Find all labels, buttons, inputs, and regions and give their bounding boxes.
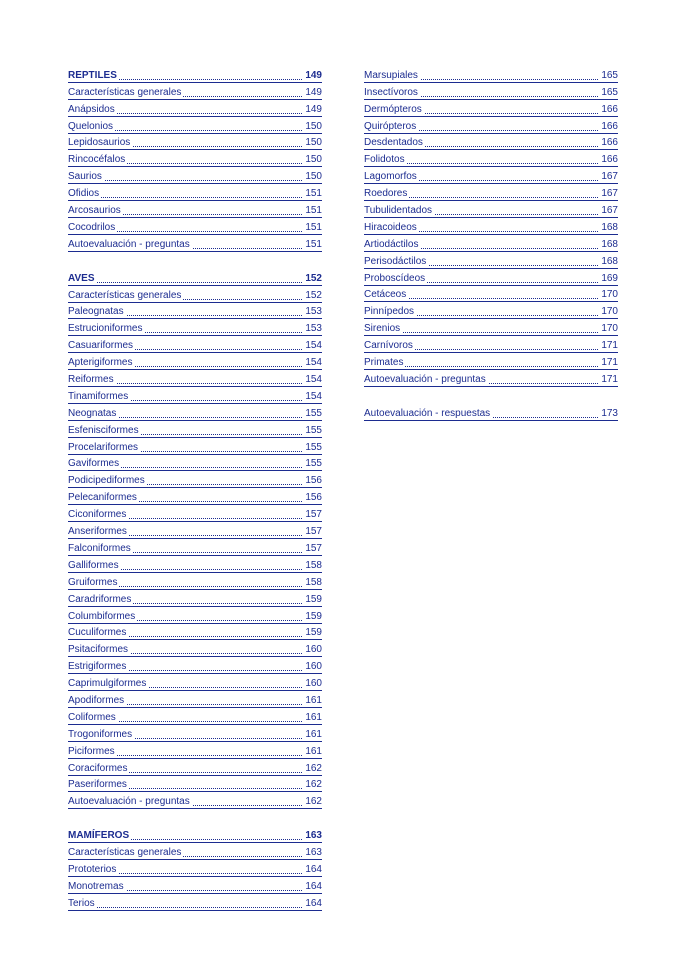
toc-entry-label: Casuariformes bbox=[68, 340, 134, 352]
toc-entry-label: Dermópteros bbox=[364, 103, 422, 115]
toc-entry-page: 167 bbox=[601, 205, 618, 217]
toc-entry-label: Pelecaniformes bbox=[68, 492, 137, 504]
toc-entry-label: Ciconiformes bbox=[68, 509, 127, 521]
toc-entry-label: Monotremas bbox=[68, 880, 124, 892]
toc-entry[interactable] bbox=[68, 100, 322, 117]
toc-entry-label: Tinamiformes bbox=[68, 390, 129, 402]
toc-entry[interactable] bbox=[68, 691, 322, 708]
toc-entry[interactable] bbox=[68, 590, 322, 607]
section-gap bbox=[364, 387, 618, 404]
toc-entry[interactable] bbox=[68, 455, 322, 472]
toc-entry-label: Paseriformes bbox=[68, 779, 127, 791]
toc-entry-page: 171 bbox=[601, 357, 618, 369]
toc-entry-label: Apterigiformes bbox=[68, 357, 133, 369]
toc-entry-page: 169 bbox=[601, 272, 618, 284]
dot-leader bbox=[68, 282, 322, 283]
toc-entry[interactable] bbox=[68, 286, 322, 303]
toc-entry-label: Neognatas bbox=[68, 407, 117, 419]
toc-entry[interactable] bbox=[68, 184, 322, 201]
toc-entry-page: 166 bbox=[601, 103, 618, 115]
toc-entry[interactable] bbox=[364, 83, 618, 100]
toc-entry-page: 163 bbox=[305, 847, 322, 859]
toc-entry-label: Saurios bbox=[68, 171, 102, 183]
toc-entry-label: Hiracoideos bbox=[364, 221, 417, 233]
toc-entry-page: 162 bbox=[305, 796, 322, 808]
toc-entry-label: MAMÍFEROS bbox=[68, 830, 130, 842]
toc-section-heading[interactable] bbox=[68, 66, 322, 83]
toc-entry-label: Desdentados bbox=[364, 137, 423, 149]
toc-entry-label: Características generales bbox=[68, 86, 182, 98]
toc-entry-page: 154 bbox=[305, 374, 322, 386]
toc-entry[interactable] bbox=[364, 252, 618, 269]
toc-entry-label: Autoevaluación - respuestas bbox=[364, 407, 491, 419]
toc-entry-label: Podicipediformes bbox=[68, 475, 145, 487]
toc-entry[interactable] bbox=[68, 708, 322, 725]
toc-entry[interactable] bbox=[68, 624, 322, 641]
toc-entry-label: REPTILES bbox=[68, 69, 117, 81]
toc-entry[interactable] bbox=[68, 235, 322, 252]
toc-entry[interactable] bbox=[68, 319, 322, 336]
toc-entry-label: Anápsidos bbox=[68, 103, 115, 115]
toc-entry[interactable] bbox=[364, 336, 618, 353]
dot-leader bbox=[68, 197, 322, 198]
toc-entry-page: 155 bbox=[305, 424, 322, 436]
dot-leader bbox=[68, 907, 322, 908]
toc-entry[interactable] bbox=[68, 404, 322, 421]
toc-entry[interactable] bbox=[68, 556, 322, 573]
toc-entry-page: 160 bbox=[305, 661, 322, 673]
toc-entry[interactable] bbox=[68, 218, 322, 235]
toc-entry-label: Pinnípedos bbox=[364, 306, 415, 318]
toc-entry-page: 166 bbox=[601, 120, 618, 132]
toc-entry-label: Cetáceos bbox=[364, 289, 407, 301]
toc-entry-label: Gaviformes bbox=[68, 458, 120, 470]
toc-entry[interactable] bbox=[68, 522, 322, 539]
toc-entry-label: Artiodáctilos bbox=[364, 238, 419, 250]
toc-entry[interactable] bbox=[68, 83, 322, 100]
toc-entry-page: 168 bbox=[601, 238, 618, 250]
toc-entry-page: 170 bbox=[601, 289, 618, 301]
toc-entry[interactable] bbox=[364, 134, 618, 151]
toc-entry-label: Cuculiformes bbox=[68, 627, 127, 639]
toc-entry-page: 157 bbox=[305, 509, 322, 521]
toc-right-column bbox=[364, 66, 618, 421]
toc-entry[interactable] bbox=[364, 167, 618, 184]
toc-entry-page: 157 bbox=[305, 542, 322, 554]
toc-entry[interactable] bbox=[68, 353, 322, 370]
toc-entry[interactable] bbox=[364, 370, 618, 387]
toc-entry[interactable] bbox=[364, 286, 618, 303]
toc-entry-label: Psitaciformes bbox=[68, 644, 129, 656]
toc-entry-page: 170 bbox=[601, 323, 618, 335]
toc-entry-page: 162 bbox=[305, 762, 322, 774]
toc-entry-page: 173 bbox=[601, 407, 618, 419]
toc-entry-label: Anseriformes bbox=[68, 526, 127, 538]
toc-entry-label: Marsupiales bbox=[364, 69, 418, 81]
toc-entry-page: 159 bbox=[305, 627, 322, 639]
toc-entry-page: 153 bbox=[305, 323, 322, 335]
toc-entry-page: 158 bbox=[305, 576, 322, 588]
toc-entry-page: 151 bbox=[305, 188, 322, 200]
toc-entry[interactable] bbox=[68, 674, 322, 691]
toc-entry-label: Procelariformes bbox=[68, 441, 139, 453]
toc-entry[interactable] bbox=[364, 269, 618, 286]
toc-entry[interactable] bbox=[68, 860, 322, 877]
toc-entry-label: Trogoniformes bbox=[68, 728, 133, 740]
toc-entry-page: 167 bbox=[601, 188, 618, 200]
toc-entry-page: 164 bbox=[305, 880, 322, 892]
toc-entry-label: Cocodrilos bbox=[68, 221, 116, 233]
toc-entry-page: 165 bbox=[601, 69, 618, 81]
toc-entry-label: Reiformes bbox=[68, 374, 114, 386]
toc-entry-label: Proboscídeos bbox=[364, 272, 426, 284]
toc-entry-label: Coraciformes bbox=[68, 762, 128, 774]
toc-entry[interactable] bbox=[68, 573, 322, 590]
toc-entry-page: 159 bbox=[305, 593, 322, 605]
toc-entry[interactable] bbox=[68, 640, 322, 657]
toc-entry-label: Autoevaluación - preguntas bbox=[364, 373, 486, 385]
toc-entry-label: Estrigiformes bbox=[68, 661, 127, 673]
toc-entry[interactable] bbox=[68, 370, 322, 387]
toc-entry-page: 155 bbox=[305, 441, 322, 453]
toc-entry-page: 159 bbox=[305, 610, 322, 622]
toc-entry-page: 156 bbox=[305, 475, 322, 487]
toc-entry-page: 161 bbox=[305, 745, 322, 757]
toc-entry-page: 149 bbox=[305, 86, 322, 98]
toc-entry[interactable] bbox=[68, 150, 322, 167]
toc-entry[interactable] bbox=[364, 150, 618, 167]
toc-entry-page: 155 bbox=[305, 458, 322, 470]
toc-entry-page: 160 bbox=[305, 678, 322, 690]
toc-entry-label: Galliformes bbox=[68, 559, 119, 571]
toc-entry[interactable] bbox=[68, 539, 322, 556]
toc-entry-page: 149 bbox=[305, 69, 322, 81]
toc-entry-label: Sirenios bbox=[364, 323, 401, 335]
toc-entry-page: 150 bbox=[305, 171, 322, 183]
toc-entry[interactable] bbox=[68, 657, 322, 674]
toc-entry[interactable] bbox=[364, 319, 618, 336]
toc-entry-page: 151 bbox=[305, 238, 322, 250]
toc-entry-label: Falconiformes bbox=[68, 542, 131, 554]
toc-entry[interactable] bbox=[68, 894, 322, 911]
toc-entry[interactable] bbox=[68, 438, 322, 455]
toc-entry-label: Terios bbox=[68, 897, 95, 909]
toc-entry-page: 161 bbox=[305, 728, 322, 740]
toc-entry-label: Apodiformes bbox=[68, 694, 125, 706]
toc-entry[interactable] bbox=[68, 336, 322, 353]
toc-entry[interactable] bbox=[68, 303, 322, 320]
toc-entry-label: Lagomorfos bbox=[364, 171, 417, 183]
toc-entry[interactable] bbox=[364, 184, 618, 201]
toc-entry-label: Primates bbox=[364, 357, 404, 369]
toc-entry[interactable] bbox=[364, 404, 618, 421]
toc-entry-page: 164 bbox=[305, 863, 322, 875]
toc-entry-page: 171 bbox=[601, 373, 618, 385]
toc-entry-page: 158 bbox=[305, 559, 322, 571]
toc-entry[interactable] bbox=[364, 218, 618, 235]
toc-entry-label: Insectívoros bbox=[364, 86, 418, 98]
toc-entry-label: Esfenisciformes bbox=[68, 424, 139, 436]
toc-entry[interactable] bbox=[68, 117, 322, 134]
toc-entry-page: 154 bbox=[305, 357, 322, 369]
toc-entry-label: Caradriformes bbox=[68, 593, 132, 605]
toc-entry-page: 161 bbox=[305, 694, 322, 706]
toc-entry-label: Caprimulgiformes bbox=[68, 678, 147, 690]
toc-entry[interactable] bbox=[68, 134, 322, 151]
toc-entry-page: 166 bbox=[601, 137, 618, 149]
toc-entry-page: 161 bbox=[305, 711, 322, 723]
toc-entry[interactable] bbox=[68, 877, 322, 894]
toc-entry-label: Ofidios bbox=[68, 188, 100, 200]
toc-entry-label: Folidotos bbox=[364, 154, 405, 166]
toc-entry-page: 163 bbox=[305, 830, 322, 842]
toc-entry-page: 152 bbox=[305, 272, 322, 284]
toc-entry[interactable] bbox=[68, 471, 322, 488]
toc-entry[interactable] bbox=[68, 387, 322, 404]
toc-entry-label: Estrucioniformes bbox=[68, 323, 143, 335]
toc-entry[interactable] bbox=[68, 776, 322, 793]
toc-entry-label: Prototerios bbox=[68, 863, 117, 875]
toc-entry-label: Piciformes bbox=[68, 745, 115, 757]
toc-entry[interactable] bbox=[364, 302, 618, 319]
toc-entry-label: Columbiformes bbox=[68, 610, 136, 622]
toc-entry-page: 165 bbox=[601, 86, 618, 98]
toc-entry-page: 162 bbox=[305, 779, 322, 791]
toc-section-heading[interactable] bbox=[68, 269, 322, 286]
toc-entry-label: Autoevaluación - preguntas bbox=[68, 238, 190, 250]
toc-entry-page: 168 bbox=[601, 255, 618, 267]
toc-entry-page: 157 bbox=[305, 526, 322, 538]
toc-entry-page: 166 bbox=[601, 154, 618, 166]
toc-left-column bbox=[68, 66, 322, 911]
toc-entry-page: 150 bbox=[305, 120, 322, 132]
toc-entry-page: 154 bbox=[305, 390, 322, 402]
toc-entry-page: 168 bbox=[601, 221, 618, 233]
toc-entry-page: 150 bbox=[305, 137, 322, 149]
toc-entry-label: Coliformes bbox=[68, 711, 116, 723]
toc-entry-page: 150 bbox=[305, 154, 322, 166]
toc-entry[interactable] bbox=[68, 421, 322, 438]
toc-entry-label: Características generales bbox=[68, 289, 182, 301]
toc-entry-page: 167 bbox=[601, 171, 618, 183]
section-gap bbox=[68, 809, 322, 826]
toc-section-heading[interactable] bbox=[68, 826, 322, 843]
toc-entry-label: Carnívoros bbox=[364, 340, 413, 352]
toc-entry-page: 156 bbox=[305, 492, 322, 504]
toc-entry[interactable] bbox=[364, 100, 618, 117]
toc-entry[interactable] bbox=[364, 235, 618, 252]
toc-entry-label: Autoevaluación - preguntas bbox=[68, 796, 190, 808]
toc-entry[interactable] bbox=[68, 201, 322, 218]
toc-entry-label: AVES bbox=[68, 272, 95, 284]
toc-entry[interactable] bbox=[68, 792, 322, 809]
toc-entry-page: 153 bbox=[305, 306, 322, 318]
toc-entry[interactable] bbox=[68, 505, 322, 522]
toc-entry-label: Quirópteros bbox=[364, 120, 417, 132]
toc-entry-page: 154 bbox=[305, 340, 322, 352]
toc-entry[interactable] bbox=[68, 725, 322, 742]
toc-entry-page: 151 bbox=[305, 221, 322, 233]
toc-entry-label: Tubulidentados bbox=[364, 205, 433, 217]
toc-entry-page: 164 bbox=[305, 897, 322, 909]
section-gap bbox=[68, 252, 322, 269]
toc-entry-label: Lepidosaurios bbox=[68, 137, 131, 149]
toc-entry[interactable] bbox=[68, 843, 322, 860]
toc-entry[interactable] bbox=[68, 607, 322, 624]
toc-entry-page: 152 bbox=[305, 289, 322, 301]
toc-entry[interactable] bbox=[68, 759, 322, 776]
toc-entry-label: Arcosaurios bbox=[68, 205, 121, 217]
toc-entry-label: Gruiformes bbox=[68, 576, 118, 588]
toc-entry-label: Roedores bbox=[364, 188, 408, 200]
toc-entry-label: Paleognatas bbox=[68, 306, 124, 318]
toc-entry-page: 160 bbox=[305, 644, 322, 656]
toc-entry-label: Perisodáctilos bbox=[364, 255, 427, 267]
toc-entry-page: 171 bbox=[601, 340, 618, 352]
toc-entry[interactable] bbox=[364, 353, 618, 370]
toc-entry-label: Quelonios bbox=[68, 120, 114, 132]
toc-entry-page: 151 bbox=[305, 205, 322, 217]
toc-entry-page: 149 bbox=[305, 103, 322, 115]
toc-entry[interactable] bbox=[364, 201, 618, 218]
toc-entry[interactable] bbox=[68, 167, 322, 184]
toc-entry-page: 155 bbox=[305, 407, 322, 419]
toc-entry[interactable] bbox=[364, 66, 618, 83]
dot-leader bbox=[68, 180, 322, 181]
toc-entry-label: Rincocéfalos bbox=[68, 154, 126, 166]
toc-entry[interactable] bbox=[68, 742, 322, 759]
toc-entry[interactable] bbox=[68, 488, 322, 505]
toc-entry-page: 170 bbox=[601, 306, 618, 318]
toc-entry[interactable] bbox=[364, 117, 618, 134]
toc-entry-label: Características generales bbox=[68, 847, 182, 859]
